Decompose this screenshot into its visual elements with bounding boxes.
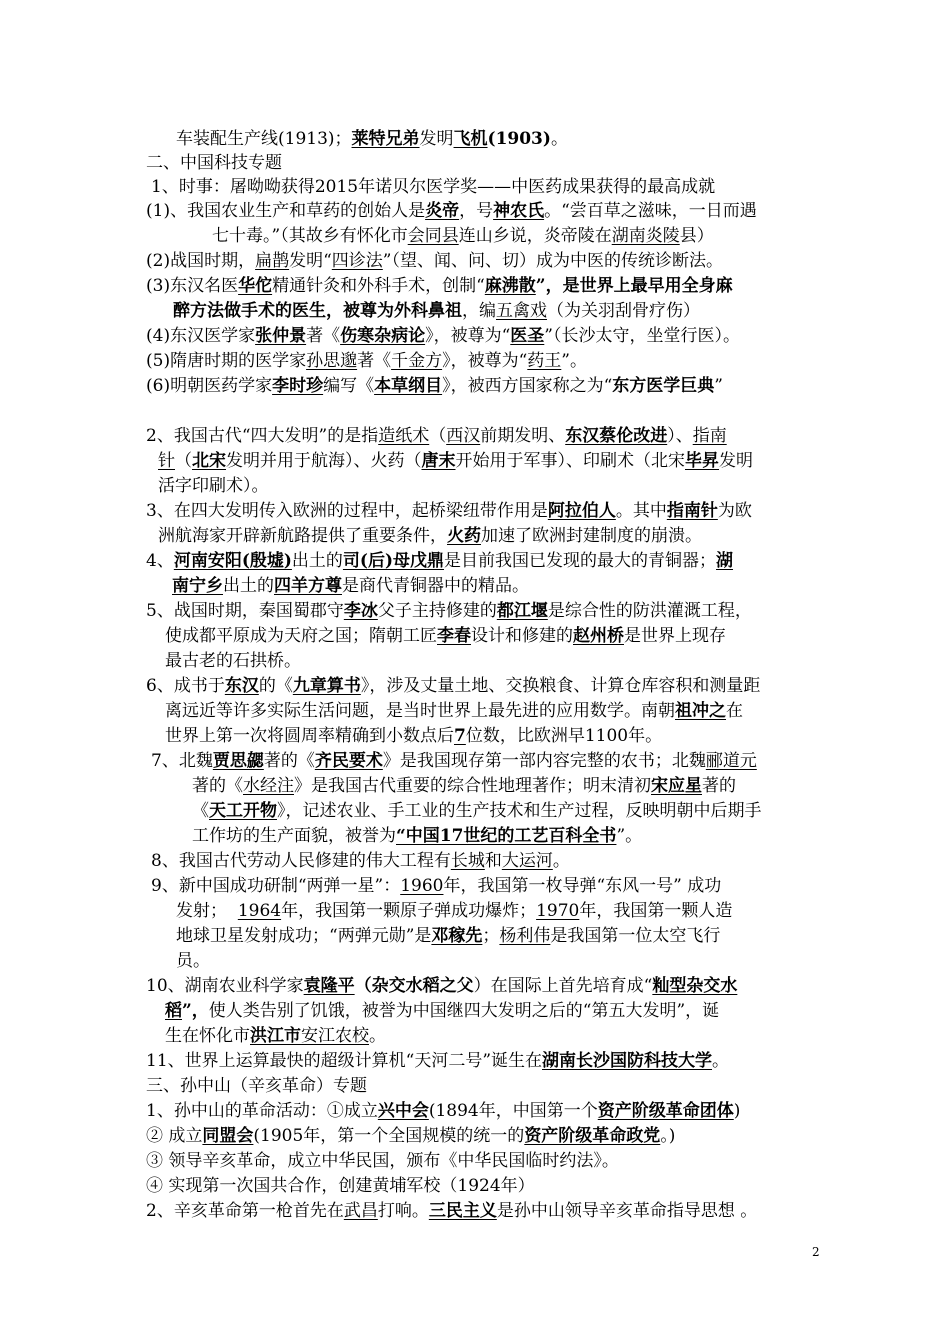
text-run: 发明“ bbox=[289, 251, 332, 271]
emphasized-term: 醉方法做手术的医生，被尊为外科鼻祖 bbox=[173, 301, 462, 321]
text-run: 著的 bbox=[702, 776, 736, 796]
emphasized-term: 北宋 bbox=[192, 451, 226, 471]
text-run: 最古老的石拱桥。 bbox=[165, 651, 301, 671]
emphasized-term: 杨利伟 bbox=[499, 926, 551, 946]
emphasized-term: （杂交水稻之父 bbox=[354, 976, 474, 996]
emphasized-term: 宋应星 bbox=[651, 776, 702, 796]
emphasized-term: 会同县 bbox=[407, 226, 459, 246]
emphasized-term: 火药 bbox=[447, 526, 481, 546]
text-run: 的《 bbox=[258, 676, 293, 696]
text-run: 10、湖南农业科学家 bbox=[146, 976, 304, 996]
text-run: 4、 bbox=[146, 551, 174, 571]
text-run: 离远近等许多实际生活问题，是当时世界上最先进的应用数学。南朝 bbox=[165, 701, 675, 721]
text-line bbox=[151, 849, 570, 875]
text-line bbox=[146, 274, 733, 300]
text-run: 。其中 bbox=[615, 501, 667, 521]
text-run: 在 bbox=[726, 701, 743, 721]
text-line bbox=[146, 324, 740, 350]
emphasized-term: 针 bbox=[158, 451, 175, 471]
text-run: 著《 bbox=[357, 351, 392, 371]
emphasized-term: 籼型杂交水 bbox=[652, 976, 738, 996]
text-run: （ bbox=[175, 451, 192, 471]
text-run: 前期发明、 bbox=[480, 426, 566, 446]
text-run: 著《 bbox=[306, 326, 341, 346]
text-line bbox=[212, 224, 714, 250]
text-line bbox=[158, 449, 753, 475]
emphasized-term: 九章算书 bbox=[292, 676, 361, 696]
text-run: 连山乡说，炎帝陵在 bbox=[458, 226, 612, 246]
text-line bbox=[165, 999, 719, 1025]
text-run: 、我国农业生产和草药的创始人是 bbox=[170, 201, 426, 221]
emphasized-term: 西汉 bbox=[446, 426, 481, 446]
text-run: 开始用于军事）、印刷术（北宋 bbox=[455, 451, 685, 471]
text-line bbox=[146, 549, 733, 575]
text-line bbox=[176, 127, 568, 153]
emphasized-term: 千金方 bbox=[391, 351, 443, 371]
text-run: 东汉名医 bbox=[170, 276, 239, 296]
text-line bbox=[176, 899, 732, 925]
text-line bbox=[151, 175, 715, 201]
text-line bbox=[172, 574, 529, 600]
emphasized-term: 伤寒杂病论 bbox=[340, 326, 426, 346]
emphasized-term: 四羊方尊 bbox=[274, 576, 342, 596]
emphasized-term: (1903) bbox=[487, 129, 551, 149]
text-run: 东汉医学家 bbox=[170, 326, 256, 346]
text-run: 为欧 bbox=[717, 501, 752, 521]
text-run: ③ 领导辛亥革命，成立中华民国，颁布《中华民国临时约法》。 bbox=[146, 1151, 619, 1171]
text-line bbox=[146, 974, 737, 1000]
emphasized-term: 湖 bbox=[716, 551, 734, 571]
text-run: 地球卫星发射成功；“两弹元勋”是 bbox=[176, 926, 432, 946]
emphasized-term: 邓稼先 bbox=[431, 926, 483, 946]
text-run: 著的《 bbox=[263, 751, 315, 771]
emphasized-term: 指南 bbox=[692, 426, 727, 446]
text-run: 》是我国现存第一部内容完整的农书；北魏 bbox=[382, 751, 706, 771]
text-run: 3、在四大发明传入欧洲的过程中，起桥梁纽带作用是 bbox=[146, 501, 548, 521]
text-line bbox=[146, 151, 282, 177]
text-line bbox=[146, 599, 752, 625]
emphasized-term: 医圣 bbox=[510, 326, 545, 346]
emphasized-term: 李春 bbox=[437, 626, 471, 646]
text-run: 9、新中国成功研制“两弹一星”： bbox=[151, 876, 401, 896]
emphasized-term: 安江农校 bbox=[301, 1026, 369, 1046]
emphasized-term: ”， bbox=[182, 1001, 209, 1021]
text-run: 。 bbox=[550, 129, 568, 149]
emphasized-term: 稻 bbox=[165, 1001, 182, 1021]
text-run: 。“尝百草之滋味，一日而遇 bbox=[544, 201, 757, 221]
text-run: 》，涉及丈量土地、交换粮食、计算仓库容积和测量距 bbox=[360, 676, 761, 696]
text-run: 是商代青铜器中的精品。 bbox=[342, 576, 529, 596]
text-run: ” bbox=[714, 376, 723, 396]
text-run: 精通针灸和外科手术，创制“ bbox=[272, 276, 485, 296]
text-run: (1) bbox=[146, 201, 171, 221]
emphasized-term: 阿拉伯人 bbox=[547, 501, 616, 521]
text-line bbox=[192, 824, 642, 850]
emphasized-term: 大运河 bbox=[501, 851, 553, 871]
emphasized-term: 五禽戏 bbox=[496, 301, 547, 321]
text-run: 《 bbox=[192, 801, 209, 821]
text-run: 父子主持修建的 bbox=[377, 601, 497, 621]
text-line bbox=[146, 249, 723, 275]
text-run: 是综合性的防洪灌溉工程， bbox=[547, 601, 752, 621]
emphasized-term: 炎帝 bbox=[425, 201, 460, 221]
text-run: 》，被尊为“ bbox=[425, 326, 511, 346]
text-line bbox=[158, 524, 702, 550]
text-line bbox=[151, 874, 721, 900]
text-run: 车装配生产线(1913)； bbox=[176, 129, 352, 149]
text-run: 发射； bbox=[176, 901, 238, 921]
emphasized-term: 郦道元 bbox=[705, 751, 757, 771]
text-run: 加速了欧洲封建制度的崩溃。 bbox=[481, 526, 702, 546]
text-run: 位数，比欧洲早1100年。 bbox=[465, 726, 663, 746]
text-run: (2) bbox=[146, 251, 171, 271]
text-line bbox=[192, 799, 762, 825]
text-run: （ bbox=[429, 426, 447, 446]
text-line bbox=[165, 1024, 386, 1050]
emphasized-term: 兴中会 bbox=[377, 1101, 429, 1121]
text-run: (4) bbox=[146, 326, 171, 346]
text-line bbox=[146, 424, 727, 450]
text-run: 》，被尊为“ bbox=[442, 351, 528, 371]
emphasized-term: 同盟会 bbox=[202, 1126, 254, 1146]
text-run: 。 bbox=[552, 851, 570, 871]
emphasized-term: 药王 bbox=[527, 351, 562, 371]
text-run: ”。 bbox=[561, 351, 587, 371]
text-run: 战国时期， bbox=[170, 251, 256, 271]
text-run: 。 bbox=[712, 1051, 730, 1071]
emphasized-term: 1964 bbox=[237, 901, 282, 921]
text-run: 三、孙中山（辛亥革命）专题 bbox=[146, 1076, 367, 1096]
text-run: 县） bbox=[679, 226, 714, 246]
text-run: 二、中国科技专题 bbox=[146, 153, 282, 173]
text-run: (1905年，第一个全国规模的统一的 bbox=[253, 1126, 525, 1146]
text-line bbox=[146, 1049, 729, 1075]
emphasized-term: 张仲景 bbox=[255, 326, 307, 346]
text-run: 生在怀化市 bbox=[165, 1026, 250, 1046]
text-line bbox=[146, 374, 723, 400]
emphasized-term: 武昌 bbox=[343, 1201, 378, 1221]
emphasized-term: ”，是世界上最早用全身麻 bbox=[535, 276, 733, 296]
text-run: 》，被西方国家称之为“ bbox=[442, 376, 613, 396]
text-run: 员。 bbox=[176, 951, 210, 971]
text-run: 是世界上现存 bbox=[624, 626, 726, 646]
text-line bbox=[192, 774, 736, 800]
text-line bbox=[165, 624, 726, 650]
emphasized-term: 水经注 bbox=[243, 776, 294, 796]
text-line bbox=[165, 649, 301, 675]
text-run: 著的《 bbox=[192, 776, 243, 796]
text-run: 使成都平原成为天府之国；隋朝工匠 bbox=[165, 626, 437, 646]
emphasized-term: 东汉 bbox=[224, 676, 259, 696]
emphasized-term: 7 bbox=[454, 726, 466, 746]
text-run: 是我国第一位太空飞行 bbox=[550, 926, 721, 946]
emphasized-term: 毕昇 bbox=[685, 451, 719, 471]
text-run: 是目前我国已发现的最大的青铜器； bbox=[444, 551, 717, 571]
text-run: ； bbox=[482, 926, 500, 946]
text-run: 2、我国古代“四大发明”的是指 bbox=[146, 426, 379, 446]
text-line bbox=[146, 1174, 535, 1200]
text-run: 》是我国古代重要的综合性地理著作；明末清初 bbox=[294, 776, 651, 796]
text-run: 打响。 bbox=[377, 1201, 429, 1221]
text-line bbox=[146, 674, 760, 700]
emphasized-term: 贾思勰 bbox=[212, 751, 264, 771]
text-line bbox=[176, 924, 720, 950]
text-run: 发明 bbox=[719, 451, 753, 471]
text-run: 发明并用于航海）、火药（ bbox=[226, 451, 422, 471]
emphasized-term: 东方医学巨典 bbox=[612, 376, 715, 396]
text-run: ，编 bbox=[462, 301, 496, 321]
text-run: 2、辛亥革命第一枪首先在 bbox=[146, 1201, 344, 1221]
text-line bbox=[146, 1199, 757, 1225]
text-run: ② 成立 bbox=[146, 1126, 203, 1146]
emphasized-term: 赵州桥 bbox=[573, 626, 624, 646]
text-line bbox=[165, 699, 743, 725]
text-line bbox=[146, 1149, 619, 1175]
emphasized-term: 东汉蔡伦改进 bbox=[565, 426, 668, 446]
text-run: ”。 bbox=[616, 826, 643, 846]
emphasized-term: 造纸术 bbox=[378, 426, 430, 446]
text-run: 使人类告别了饥饿，被誉为中国继四大发明之后的“第五大发明”，诞 bbox=[208, 1001, 720, 1021]
text-run: 明朝医药学家 bbox=[170, 376, 273, 396]
text-run: 是孙中山领导辛亥革命指导思想 。 bbox=[496, 1201, 758, 1221]
text-run: ”（望、闻、问、切）成为中医的传统诊断法。 bbox=[382, 251, 723, 271]
text-run: 》，记述农业、手工业的生产技术和生产过程，反映明朝中后期手 bbox=[277, 801, 762, 821]
emphasized-term: 飞机 bbox=[453, 129, 488, 149]
emphasized-term: 湖南长沙国防科技大学 bbox=[542, 1051, 713, 1071]
text-run: 和 bbox=[484, 851, 502, 871]
emphasized-term: 资产阶级革命政党 bbox=[524, 1126, 661, 1146]
emphasized-term: 唐末 bbox=[421, 451, 456, 471]
text-run: ④ 实现第一次国共合作，创建黄埔军校（1924年） bbox=[146, 1176, 535, 1196]
emphasized-term: 四诊法 bbox=[331, 251, 383, 271]
text-run: (1894年，中国第一个 bbox=[428, 1101, 598, 1121]
emphasized-term: 扁鹊 bbox=[255, 251, 290, 271]
text-run: (5) bbox=[146, 351, 171, 371]
emphasized-term: “中国17世纪的工艺百科全书 bbox=[396, 826, 617, 846]
text-run: ) bbox=[733, 1101, 741, 1121]
emphasized-term: 资产阶级革命团体 bbox=[597, 1101, 734, 1121]
emphasized-term: 三民主义 bbox=[428, 1201, 497, 1221]
emphasized-term: 南宁乡 bbox=[172, 576, 223, 596]
text-run: 5、战国时期，秦国蜀郡守 bbox=[146, 601, 344, 621]
text-run: 设计和修建的 bbox=[471, 626, 573, 646]
text-run: 年，我国第一颗原子弹成功爆炸； bbox=[281, 901, 537, 921]
text-line bbox=[176, 949, 210, 975]
text-run: 8、我国古代劳动人民修建的伟大工程有 bbox=[151, 851, 451, 871]
text-run: ）、 bbox=[667, 426, 693, 446]
text-line bbox=[165, 724, 662, 750]
emphasized-term: 祖冲之 bbox=[675, 701, 726, 721]
text-run: 工作坊的生产面貌，被誉为 bbox=[192, 826, 396, 846]
text-run: ”（长沙太守，坐堂行医）。 bbox=[544, 326, 740, 346]
text-line bbox=[146, 199, 757, 225]
text-run: 。) bbox=[660, 1126, 676, 1146]
text-run: 6、成书于 bbox=[146, 676, 225, 696]
emphasized-term: 司(后)母戊鼎 bbox=[342, 551, 445, 571]
emphasized-term: 洪江市 bbox=[250, 1026, 301, 1046]
text-run: 编写《 bbox=[323, 376, 375, 396]
text-run: 年，我国第一枚导弹“东风一号” 成功 bbox=[443, 876, 722, 896]
text-line bbox=[158, 474, 269, 500]
text-line bbox=[146, 1099, 740, 1125]
text-run: (3) bbox=[146, 276, 171, 296]
text-run: 发明 bbox=[419, 129, 454, 149]
text-run: 隋唐时期的医学家 bbox=[170, 351, 307, 371]
emphasized-term: 1960 bbox=[400, 876, 444, 896]
text-line bbox=[146, 349, 587, 375]
text-run: 。 bbox=[369, 1026, 386, 1046]
emphasized-term: 麻沸散 bbox=[484, 276, 536, 296]
text-line bbox=[146, 499, 752, 525]
text-run: ）在国际上首先培育成“ bbox=[473, 976, 653, 996]
emphasized-term: 1970 bbox=[536, 901, 580, 921]
text-run: (6) bbox=[146, 376, 171, 396]
text-run: 出土的 bbox=[291, 551, 343, 571]
emphasized-term: 都江堰 bbox=[496, 601, 548, 621]
emphasized-term: 李时珍 bbox=[272, 376, 324, 396]
text-run: ，号 bbox=[459, 201, 494, 221]
emphasized-term: 李冰 bbox=[343, 601, 378, 621]
emphasized-term: 河南安阳(殷墟) bbox=[173, 551, 292, 571]
text-run: 1、时事：屠呦呦获得2015年诺贝尔医学奖——中医药成果获得的最高成就 bbox=[151, 177, 716, 197]
emphasized-term: 指南针 bbox=[666, 501, 718, 521]
text-run: 洲航海家开辟新航路提供了重要条件， bbox=[158, 526, 447, 546]
emphasized-term: 袁隆平 bbox=[303, 976, 355, 996]
text-run: 七十毒。”（其故乡有怀化市 bbox=[212, 226, 408, 246]
emphasized-term: 莱特兄弟 bbox=[351, 129, 420, 149]
text-run: 出土的 bbox=[223, 576, 274, 596]
text-line bbox=[151, 749, 757, 775]
emphasized-term: 齐民要术 bbox=[314, 751, 383, 771]
emphasized-term: 孙思邈 bbox=[306, 351, 358, 371]
emphasized-term: 神农氏 bbox=[493, 201, 545, 221]
text-run: 年，我国第一颗人造 bbox=[579, 901, 733, 921]
emphasized-term: 华佗 bbox=[238, 276, 273, 296]
emphasized-term: 天工开物 bbox=[209, 801, 277, 821]
emphasized-term: 本草纲目 bbox=[374, 376, 443, 396]
text-run: 活字印刷术）。 bbox=[158, 476, 269, 496]
text-run: 7、北魏 bbox=[151, 751, 213, 771]
text-line bbox=[146, 1074, 367, 1100]
emphasized-term: 长城 bbox=[450, 851, 485, 871]
text-run: （为关羽刮骨疗伤） bbox=[547, 301, 700, 321]
page-number: 2 bbox=[812, 1245, 820, 1259]
text-line bbox=[173, 299, 700, 325]
text-run: 1、孙中山的革命活动：①成立 bbox=[146, 1101, 378, 1121]
text-run: 世界上第一次将圆周率精确到小数点后 bbox=[165, 726, 454, 746]
emphasized-term: 湖南炎陵 bbox=[611, 226, 680, 246]
text-run: 11、世界上运算最快的超级计算机“天河二号”诞生在 bbox=[146, 1051, 543, 1071]
text-line bbox=[146, 1124, 675, 1150]
